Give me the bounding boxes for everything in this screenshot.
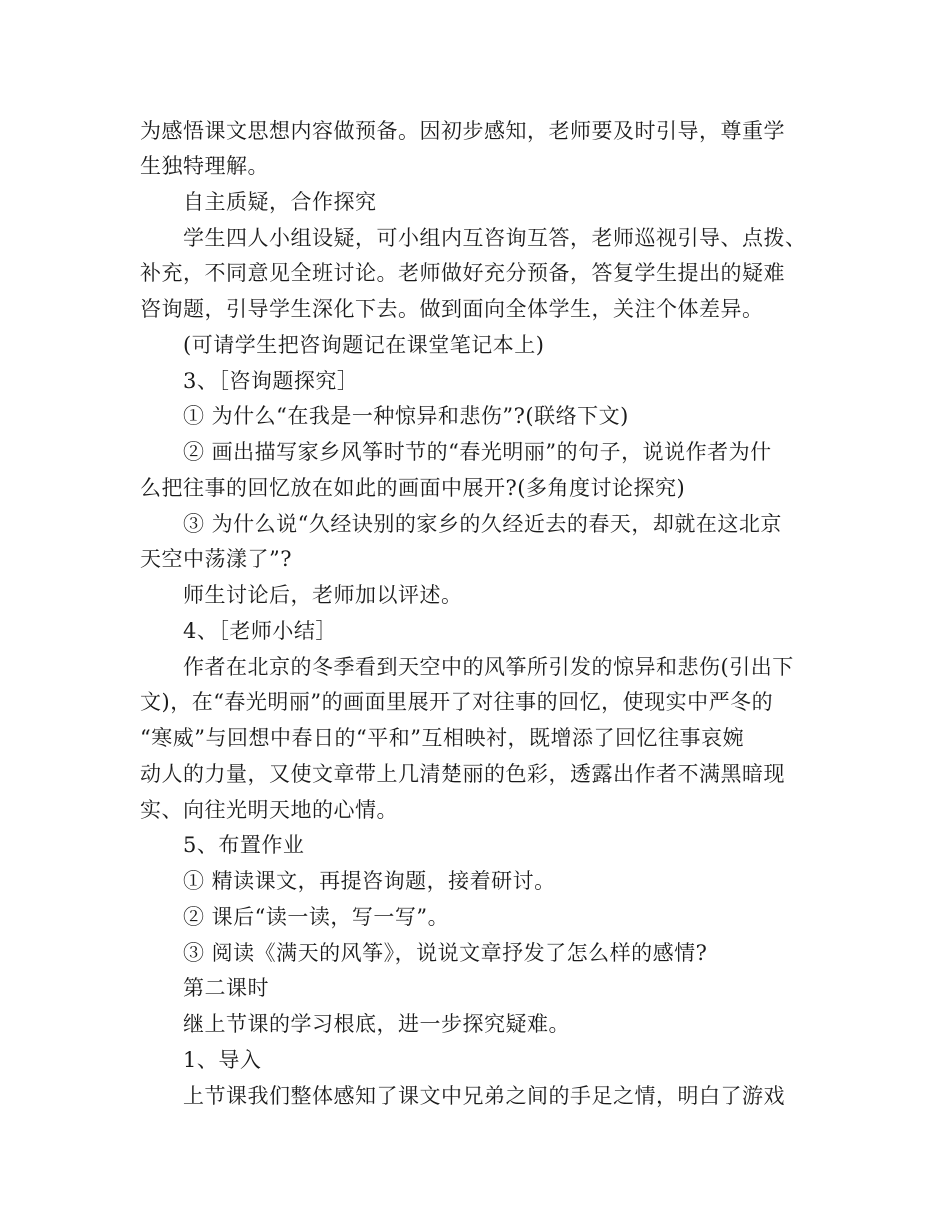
text-line: 生独特理解。 <box>140 154 269 178</box>
text-line: 么把往事的回忆放在如此的画面中展开?(多角度讨论探究) <box>140 476 686 500</box>
section-heading: 3、［咨询题探究］ <box>183 369 359 393</box>
text-line: 天空中荡漾了”? <box>140 547 292 571</box>
text-line: 师生讨论后，老师加以评述。 <box>183 583 463 607</box>
question-item: ③ 为什么说“久经诀别的家乡的久经近去的春天，却就在这北京 <box>183 512 782 536</box>
text-line: 动人的力量，又使文章带上几清楚丽的色彩，透露出作者不满黑暗现 <box>140 762 785 786</box>
homework-item: ③ 阅读《满天的风筝》，说说文章抒发了怎么样的感情? <box>183 941 708 965</box>
text-line: 咨询题，引导学生深化下去。做到面向全体学生，关注个体差异。 <box>140 297 764 321</box>
text-line: “寒威”与回想中春日的“平和”互相映衬，既增添了回忆往事哀婉 <box>140 726 744 750</box>
text-line: 继上节课的学习根底，进一步探究疑难。 <box>183 1012 570 1036</box>
question-item: ② 画出描写家乡风筝时节的“春光明丽”的句子，说说作者为什 <box>183 440 772 464</box>
text-line: 补充，不同意见全班讨论。老师做好充分预备，答复学生提出的疑难 <box>140 261 785 285</box>
text-line: 文)，在“春光明丽”的画面里展开了对往事的回忆，使现实中严冬的 <box>140 690 774 714</box>
section-heading: 4、［老师小结］ <box>183 619 337 643</box>
section-heading: 自主质疑，合作探究 <box>183 190 377 214</box>
question-item: ① 为什么“在我是一种惊异和悲伤”?(联络下文) <box>183 404 629 428</box>
text-line: 学生四人小组设疑，可小组内互咨询互答，老师巡视引导、点拨、 <box>183 226 807 250</box>
lesson-heading: 第二课时 <box>183 976 269 1000</box>
homework-item: ① 精读课文，再提咨询题，接着研讨。 <box>183 869 556 893</box>
text-line: (可请学生把咨询题记在课堂笔记本上) <box>183 333 545 357</box>
text-line: 为感悟课文思想内容做预备。因初步感知，老师要及时引导，尊重学 <box>140 119 785 143</box>
section-heading: 1、导入 <box>183 1048 262 1072</box>
section-heading: 5、布置作业 <box>183 833 305 857</box>
text-line: 实、向往光明天地的心情。 <box>140 798 398 822</box>
text-line: 作者在北京的冬季看到天空中的风筝所引发的惊异和悲伤(引出下 <box>183 655 794 679</box>
homework-item: ② 课后“读一读，写一写”。 <box>183 905 450 929</box>
text-line: 上节课我们整体感知了课文中兄弟之间的手足之情，明白了游戏 <box>183 1084 785 1108</box>
